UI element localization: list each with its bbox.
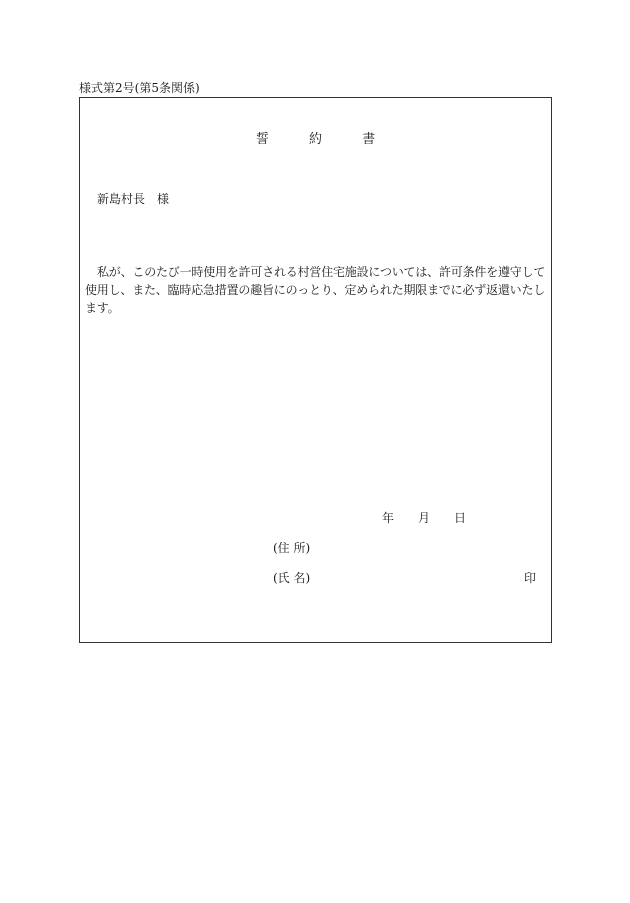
addressee-name: 新島村長 xyxy=(97,192,146,206)
name-label: (氏 名) xyxy=(273,571,311,585)
document-title xyxy=(80,128,551,147)
title-char-2: 約 xyxy=(308,132,322,147)
date-line xyxy=(382,509,466,526)
seal-mark: 印 xyxy=(524,571,537,585)
addressee-honorific: 様 xyxy=(157,192,170,206)
title-char-3: 書 xyxy=(362,132,376,147)
form-number-label: 様式第2号(第5条関係) xyxy=(79,81,200,95)
document-frame xyxy=(79,97,552,643)
title-char-1: 誓 xyxy=(255,132,269,147)
address-label: (住 所) xyxy=(273,541,311,555)
date-day-label: 日 xyxy=(454,511,467,525)
date-year-label: 年 xyxy=(382,511,395,525)
addressee xyxy=(97,190,169,207)
pledge-body-text: 私が、このたび一時使用を許可される村営住宅施設については、許可条件を遵守して使用し、また、臨時応急措置の趣旨にのっとり、定められた期限までに必ず返還いたします。 xyxy=(85,265,546,315)
date-month-label: 月 xyxy=(418,511,431,525)
